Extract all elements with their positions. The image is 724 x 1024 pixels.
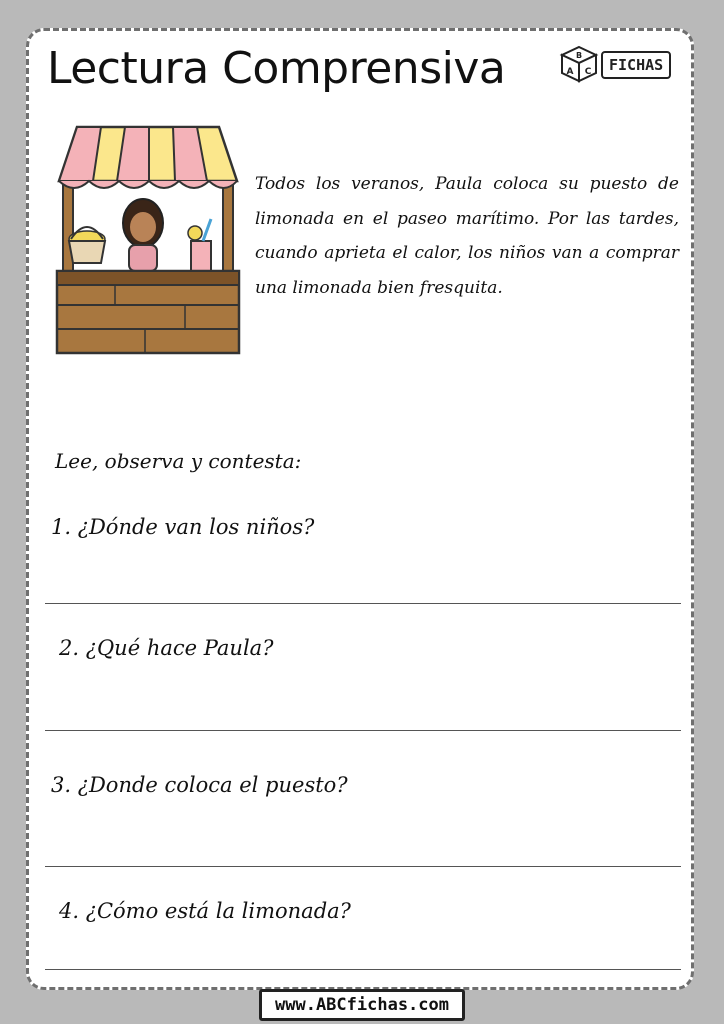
cube-letter-left: A bbox=[566, 67, 574, 77]
question-3: 3. ¿Donde coloca el puesto? bbox=[51, 773, 348, 797]
letter-cube-icon bbox=[559, 45, 599, 83]
question-2: 2. ¿Qué hace Paula? bbox=[59, 636, 274, 660]
logo-text: FICHAS bbox=[601, 51, 671, 79]
answer-line-1[interactable] bbox=[45, 603, 681, 604]
worksheet bbox=[26, 28, 694, 990]
cube-letter-right: C bbox=[584, 67, 592, 77]
lemonade-stand-icon bbox=[55, 123, 241, 355]
page-title: Lectura Comprensiva bbox=[47, 43, 506, 94]
cube-letter-top: B bbox=[575, 51, 583, 60]
answer-line-4[interactable] bbox=[45, 969, 681, 970]
website-footer[interactable]: www.ABCfichas.com bbox=[259, 989, 465, 1021]
answer-line-2[interactable] bbox=[45, 730, 681, 731]
answer-line-3[interactable] bbox=[45, 866, 681, 867]
question-1: 1. ¿Dónde van los niños? bbox=[51, 515, 315, 539]
instructions: Lee, observa y contesta: bbox=[55, 449, 302, 473]
reading-text: Todos los veranos, Paula coloca su puesto de limonada en el paseo marítimo. Por las tardes, cuando aprieta el calor, los niños van a comprar una limonada bien fresquita. bbox=[255, 174, 679, 298]
abc-fichas-logo bbox=[559, 43, 677, 83]
question-4: 4. ¿Cómo está la limonada? bbox=[59, 899, 351, 923]
